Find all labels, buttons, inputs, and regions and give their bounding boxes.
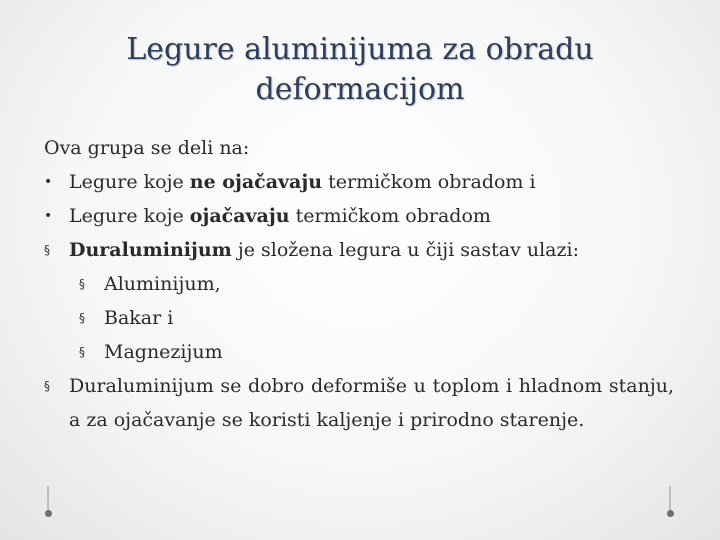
sub-bullet-item — [44, 301, 674, 335]
sub-bullet-item — [44, 267, 674, 301]
bullet-section-icon: § — [79, 311, 85, 325]
bullet-text-pre: Legure koje — [69, 205, 190, 227]
decorative-dot-left — [45, 510, 52, 517]
slide-body — [44, 131, 674, 437]
bullet-section-icon: § — [79, 277, 85, 291]
decorative-line-right — [669, 486, 671, 512]
bullet-text-post: je složena legura u čiji sastav ulazi: — [231, 239, 580, 261]
bullet-dot-icon: • — [44, 208, 53, 224]
bullet-dot-icon: • — [44, 174, 53, 190]
bullet-item — [44, 233, 674, 267]
sub-bullet-text: Aluminijum, — [104, 273, 221, 295]
bullet-section-icon: § — [44, 243, 50, 257]
slide-title-line-2: deformacijom — [255, 72, 465, 107]
sub-bullet-text: Bakar i — [104, 307, 174, 329]
bullet-text-bold: ojačavaju — [189, 205, 290, 227]
bullet-text-bold: ne ojačavaju — [189, 171, 323, 193]
bullet-item — [44, 199, 674, 233]
bullet-text-post: termičkom obradom i — [322, 171, 536, 193]
bullet-section-icon: § — [79, 345, 85, 359]
bullet-text-bold: Duraluminijum — [69, 239, 232, 261]
sub-bullet-text: Magnezijum — [104, 341, 223, 363]
decorative-dot-right — [667, 510, 674, 517]
slide-title-line-1: Legure aluminijuma za obradu — [126, 32, 594, 67]
bullet-item — [44, 165, 674, 199]
bullet-item-paragraph — [44, 369, 674, 437]
intro-text: Ova grupa se deli na: — [44, 137, 250, 159]
slide-title — [40, 30, 680, 110]
bullet-paragraph-text: Duraluminijum se dobro deformiše u toplom i hladnom stanju, a za ojačavanje se koristi kaljenje i prirodno starenje. — [69, 375, 674, 431]
decorative-line-left — [47, 486, 49, 512]
bullet-section-icon: § — [44, 379, 50, 393]
sub-bullet-item — [44, 335, 674, 369]
bullet-text-pre: Legure koje — [69, 171, 190, 193]
bullet-text-post: termičkom obradom — [289, 205, 491, 227]
